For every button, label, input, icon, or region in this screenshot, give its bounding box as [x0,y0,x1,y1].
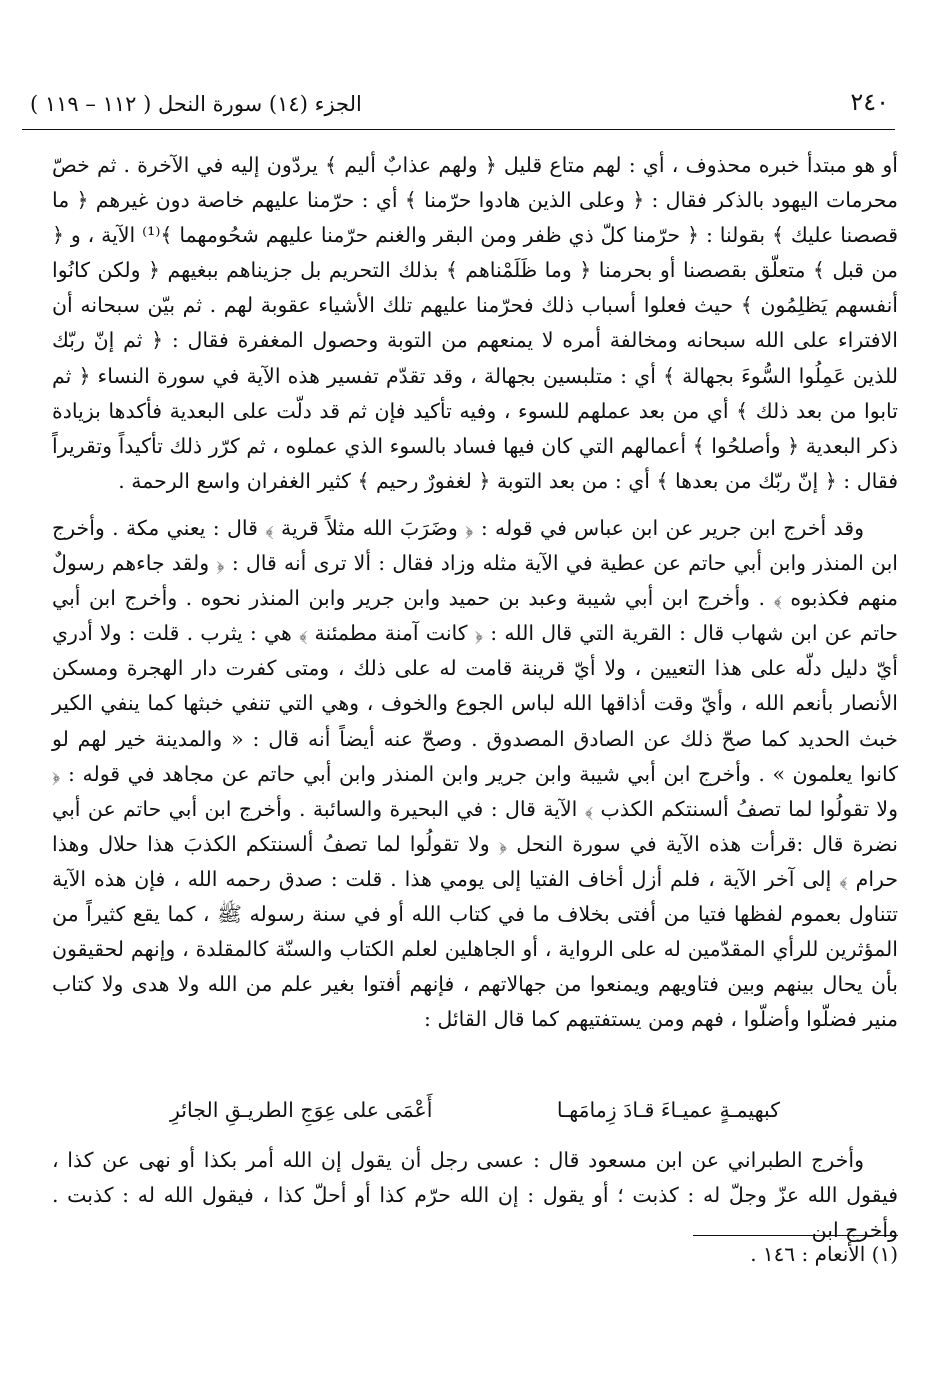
footnote-divider [693,1235,898,1236]
paragraph-3-text: وأخرج الطبراني عن ابن مسعود قال : عسى رجل أن يقول إن الله أمر بكذا أو نهى عن كذا ، فيقول الله عزّ وجلّ له : كذبت ؛ أو يقول : إن الله حرّم كذا أو أحلّ كذا ، فيقول الله له : كذبت . وأخرج ابن [52,1148,898,1243]
header-divider [22,129,895,130]
main-text [52,148,898,1037]
page-number: ٢٤٠ [850,88,889,116]
main-text-continued [52,1143,898,1248]
poetry-verse [170,1098,780,1134]
paragraph-3 [52,1143,898,1248]
paragraph-2 [52,511,898,1037]
verse-second-hemistich: أَعْمَى على عِوَجِ الطريـقِ الجائرِ [170,1098,433,1122]
running-title: الجزء (١٤) سورة النحل ( ١١٢ – ١١٩ ) [30,92,362,116]
paragraph-2-text: وقد أخرج ابن جرير عن ابن عباس في قوله : ﴿ وضَرَبَ الله مثلاً قرية ﴾ قال : يعني مكة . وأخرج ابن المنذر وابن أبي حاتم عن عطية في الآية مثله وزاد فقال : ألا ترى أنه قال : ﴿ ولقد جاءهم رسولٌ منهم فكذبوه ﴾ . وأخرج ابن أبي شيبة وعبد بن حميد وابن جرير وابن المنذر نحوه . وأخرج ابن أبي حاتم عن ابن شهاب قال : القرية التي قال الله : ﴿ كانت آمنة مطمئنة ﴾ هي : يثرب . قلت : ولا أدري أيّ دليل دلّه على هذا التعيين ، ولا أيّ قرينة قامت له على ذلك ، ومتى كفرت دار الهجرة ومسكن الأنصار بأنعم الله ، وأيّ وقت أذاقها الله لباس الجوع والخوف ، وهي التي تنفي خبثها كما ينفي الكير خبث الحديد كما صحّ ذلك عن الصادق المصدوق . وصحّ عنه أيضاً أنه قال : « والمدينة خير لهم لو كانوا يعلمون » . وأخرج ابن أبي شيبة وابن جرير وابن المنذر وابن أبي حاتم عن مجاهد في قوله : ﴿ ولا تقولُوا لما تصفُ ألسنتكم الكذب ﴾ الآية قال : في البحيرة والسائبة . وأخرج ابن أبي حاتم عن أبي نضرة قال :قرأت هذه الآية في سورة النحل ﴿ ولا تقولُوا لما تصفُ ألسنتكم الكذبَ هذا حلال وهذا حرام ﴾ إلى آخر الآية ، فلم أزل أخاف الفتيا إلى يومي هذا . قلت : صدق رحمه الله ، فإن هذه الآية تتناول بعموم لفظها فتيا من أفتى بخلاف ما في كتاب الله أو في سنة رسوله ﷺ ، كما يقع كثيراً من المؤثرين للرأي المقدّمين له على الرواية ، أو الجاهلين لعلم الكتاب والسنّة كالمقلدة ، وإنهم لحقيقون بأن يحال بينهم وبين فتاويهم ويمنعوا من جهالاتهم ، فإنهم أفتوا بغير علم من الله ولا هدى ولا كتاب منير فضلّوا وأضلّوا ، فهم ومن يستفتيهم كما قال القائل : [52,515,898,1032]
verse-first-hemistich: كبهيمـةٍ عميـاءَ قـادَ زِمامَهـا [556,1098,780,1122]
paragraph-1: أو هو مبتدأ خبره محذوف ، أي : لهم متاع قليل ﴿ ولهم عذابٌ أليم ﴾ يردّون إليه في الآخرة . ثم خصّ محرمات اليهود بالذكر فقال : ﴿ وعلى الذين هادوا حرّمنا ﴾ أي : حرّمنا عليهم خاصة دون غيرهم ﴿ ما قصصنا عليك ﴾ بقولنا : ﴿ حرّمنا كلّ ذي ظفر ومن البقر والغنم حرّمنا عليهم شحُومهما ﴾⁽¹⁾ الآية ، و ﴿ من قبل ﴾ متعلّق بقصصنا أو بحرمنا ﴿ وما ظَلَمْناهم ﴾ بذلك التحريم بل جزيناهم ببغيهم ﴿ ولكن كانُوا أنفسهم يَظلِمُون ﴾ حيث فعلوا أسباب ذلك فحرّمنا عليهم تلك الأشياء عقوبة لهم . ثم بيّن سبحانه أن الافتراء على الله سبحانه ومخالفة أمره لا يمنعهم من التوبة وحصول المغفرة فقال : ﴿ ثم إنّ ربّك للذين عَمِلُوا السُّوءَ بجهالة ﴾ أي : متلبسين بجهالة ، وقد تقدّم تفسير هذه الآية في سورة النساء ﴿ ثم تابوا من بعد ذلك ﴾ أي من بعد عملهم للسوء ، وفيه تأكيد فإن ثم قد دلّت على البعدية فأكدها بزيادة ذكر البعدية ﴿ وأصلحُوا ﴾ أعمالهم التي كان فيها فساد بالسوء الذي عملوه ، ثم كرّر ذلك تأكيداً وتقريراً فقال : ﴿ إنّ ربّك من بعدها ﴾ أي : من بعد التوبة ﴿ لغفورٌ رحيم ﴾ كثير الغفران واسع الرحمة . [52,153,898,493]
footnote: (١) الأنعام : ١٤٦ . [750,1242,898,1266]
running-header [22,88,895,128]
